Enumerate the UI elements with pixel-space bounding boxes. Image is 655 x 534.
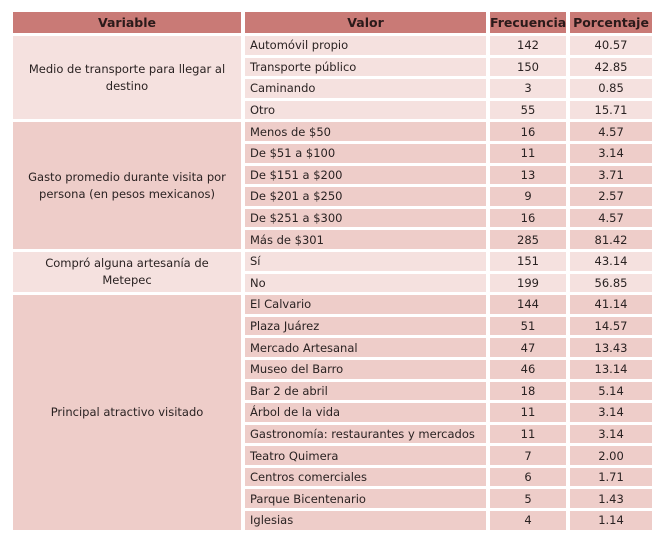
porcentaje-cell: 3.71 [570, 166, 652, 185]
valor-cell: Iglesias [245, 511, 486, 530]
porcentaje-cell: 1.43 [570, 489, 652, 508]
frecuencia-cell: 142 [490, 36, 566, 55]
frecuencia-cell: 285 [490, 230, 566, 249]
porcentaje-cell: 3.14 [570, 144, 652, 163]
data-table [9, 9, 655, 533]
porcentaje-cell: 1.14 [570, 511, 652, 530]
porcentaje-cell: 4.57 [570, 209, 652, 228]
porcentaje-cell: 81.42 [570, 230, 652, 249]
frecuencia-cell: 9 [490, 187, 566, 206]
valor-cell: Sí [245, 252, 486, 271]
header-porcentaje: Porcentaje [570, 12, 652, 33]
frecuencia-cell: 5 [490, 489, 566, 508]
valor-cell: Centros comerciales [245, 468, 486, 487]
frecuencia-cell: 47 [490, 338, 566, 357]
valor-cell: Árbol de la vida [245, 403, 486, 422]
valor-cell: Otro [245, 101, 486, 120]
valor-cell: De $51 a $100 [245, 144, 486, 163]
valor-cell: Más de $301 [245, 230, 486, 249]
frecuencia-cell: 4 [490, 511, 566, 530]
valor-cell: No [245, 274, 486, 293]
frecuencia-cell: 51 [490, 317, 566, 336]
valor-cell: Mercado Artesanal [245, 338, 486, 357]
header-frecuencia: Frecuencia [490, 12, 566, 33]
table-body [13, 36, 652, 530]
frecuencia-cell: 11 [490, 403, 566, 422]
porcentaje-cell: 3.14 [570, 403, 652, 422]
porcentaje-cell: 13.43 [570, 338, 652, 357]
porcentaje-cell: 2.57 [570, 187, 652, 206]
porcentaje-cell: 14.57 [570, 317, 652, 336]
valor-cell: Transporte público [245, 58, 486, 77]
valor-cell: Gastronomía: restaurantes y mercados [245, 425, 486, 444]
porcentaje-cell: 43.14 [570, 252, 652, 271]
valor-cell: Parque Bicentenario [245, 489, 486, 508]
frecuencia-cell: 144 [490, 295, 566, 314]
frecuencia-cell: 18 [490, 382, 566, 401]
valor-cell: El Calvario [245, 295, 486, 314]
porcentaje-cell: 15.71 [570, 101, 652, 120]
frecuencia-cell: 16 [490, 122, 566, 141]
valor-cell: Automóvil propio [245, 36, 486, 55]
header-variable: Variable [13, 12, 241, 33]
frecuencia-cell: 11 [490, 144, 566, 163]
valor-cell: Caminando [245, 79, 486, 98]
frecuencia-cell: 46 [490, 360, 566, 379]
porcentaje-cell: 56.85 [570, 274, 652, 293]
porcentaje-cell: 0.85 [570, 79, 652, 98]
porcentaje-cell: 3.14 [570, 425, 652, 444]
table-row [13, 252, 652, 271]
valor-cell: De $251 a $300 [245, 209, 486, 228]
header-row [13, 12, 652, 33]
valor-cell: Museo del Barro [245, 360, 486, 379]
table-row [13, 36, 652, 55]
porcentaje-cell: 41.14 [570, 295, 652, 314]
frecuencia-cell: 6 [490, 468, 566, 487]
frecuencia-cell: 151 [490, 252, 566, 271]
valor-cell: Plaza Juárez [245, 317, 486, 336]
table-row [13, 122, 652, 141]
porcentaje-cell: 4.57 [570, 122, 652, 141]
variable-cell: Compró alguna artesanía de Metepec [13, 252, 241, 292]
porcentaje-cell: 5.14 [570, 382, 652, 401]
valor-cell: Bar 2 de abril [245, 382, 486, 401]
valor-cell: Teatro Quimera [245, 446, 486, 465]
header-valor: Valor [245, 12, 486, 33]
frecuencia-cell: 13 [490, 166, 566, 185]
frecuencia-cell: 16 [490, 209, 566, 228]
porcentaje-cell: 42.85 [570, 58, 652, 77]
valor-cell: De $201 a $250 [245, 187, 486, 206]
valor-cell: De $151 a $200 [245, 166, 486, 185]
porcentaje-cell: 13.14 [570, 360, 652, 379]
variable-cell: Principal atractivo visitado [13, 295, 241, 530]
porcentaje-cell: 2.00 [570, 446, 652, 465]
frecuencia-cell: 55 [490, 101, 566, 120]
frecuencia-cell: 7 [490, 446, 566, 465]
variable-cell: Medio de transporte para llegar al destino [13, 36, 241, 119]
frecuencia-cell: 11 [490, 425, 566, 444]
frecuencia-cell: 150 [490, 58, 566, 77]
frecuencia-cell: 3 [490, 79, 566, 98]
table-row [13, 295, 652, 314]
valor-cell: Menos de $50 [245, 122, 486, 141]
variable-cell: Gasto promedio durante visita por persona (en pesos mexicanos) [13, 122, 241, 249]
porcentaje-cell: 1.71 [570, 468, 652, 487]
porcentaje-cell: 40.57 [570, 36, 652, 55]
frecuencia-cell: 199 [490, 274, 566, 293]
